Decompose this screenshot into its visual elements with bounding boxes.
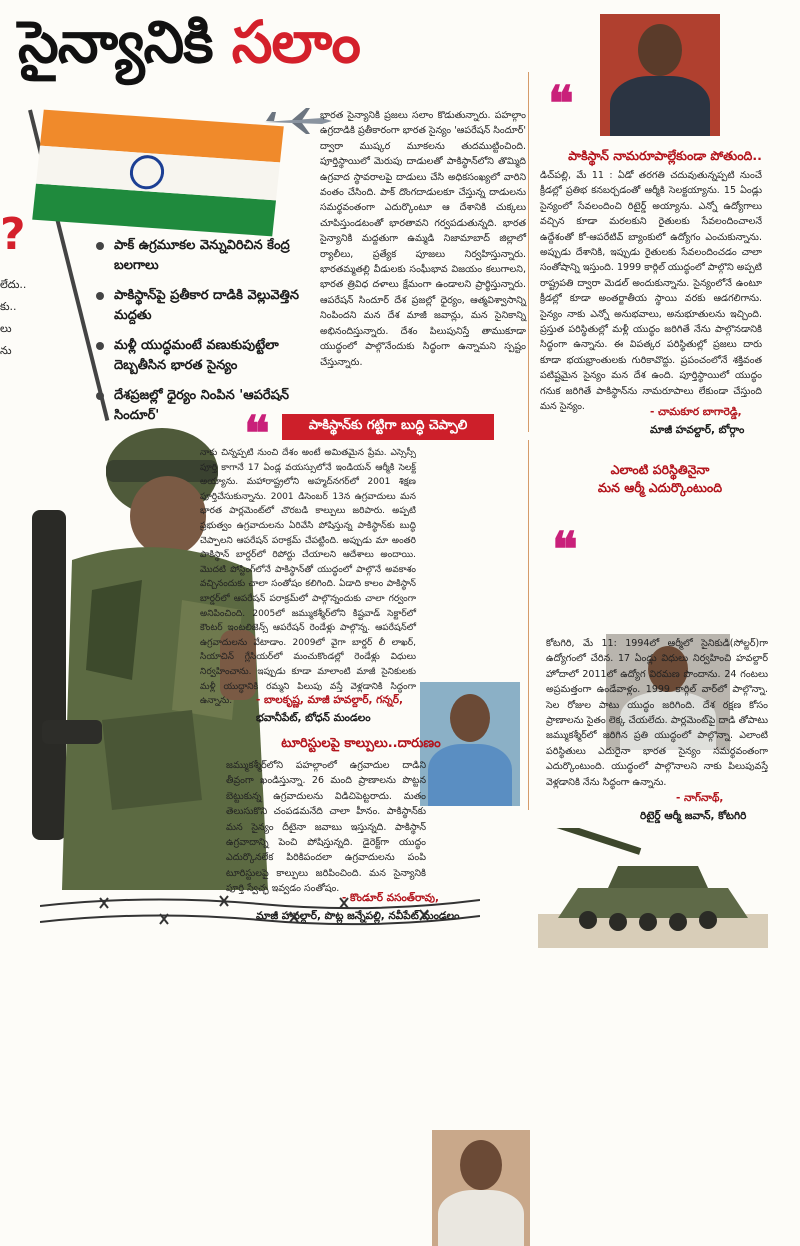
right-top-body: డిచ్‌పల్లి, మే 11 : ఏడో తరగతి చదువుతున్నప్పటి నుంచే క్రీడల్లో ప్రతిభ కనబర్చడంతో ఆర్మీకి సెలక్టయ్యాను. 15 ఏండ్లు సైన్యంలో సేవలందించి రిటైర్డ్ అయ్యాను. ఎన్నో ఉద్యోగాలు వచ్చిన కూడా మరలకుని రైతులకు సేవలందించాలనే ఉద్దేశంతో కో-ఆపరేటివ్ బ్యాంకులో ఉద్యోగం ఎంచుకున్నాను. అప్పుడు దేశానికి, ఇప్పుడు రైతులకు సేవలందించడం చాలా సంతోషాన్ని ఇస్తుంది. 1999 కార్గిల్ యుద్ధంలో పాల్గొని అప్పటి రాష్ట్రపతి ద్వారా మెడల్ అందుకున్నాను. సైన్యంలోనే ఉంటూ క్రీడల్లో కూడా అంతర్జాతీయ స్థాయి వరకు ఆడగలిగాను. సైన్యం నాకు ఎన్నో అనుభవాలు, అనుభూతులను ఇచ్చింది. ప్రస్తుత పరిస్థితుల్లో మళ్లీ యుద్ధం జరిగితే నేను పాల్గొనడానికి సిద్ధంగా ఉన్నాను. ఈ విపత్కర పరిస్థితుల్లో ప్రజలు దారు కూడా భయభ్రాంతులకు గురికావొద్దు. ప్రపంచంలోనే శక్తివంత పటిష్టమైన సైన్యం మన దేశ ఉంది. పూర్తిస్థాయిలో యుద్ధం గనుక జరిగితే పాకిస్థాన్‌ను నామరూపాలు లేకుండా చేస్తుంది మన సైన్యం. bbox=[540, 170, 762, 413]
quote-icon: ❝ bbox=[552, 522, 578, 578]
edge-line: లు bbox=[0, 322, 12, 335]
center-box-body-top: నాకు చిన్నప్పటి నుంచి దేశం అంటే అమితమైన ప్రేమ. ఎస్సెస్సీ పూర్తి కాగానే 17 ఏండ్ల వయస్సులోనే ఇండియన్ ఆర్మీకి సెలక్ట్ అయ్యాను. మహారాష్ట్రలోని అహ్మద్‌నగర్‌లో 2001 శిక్షణ పూర్తిచేసుకున్నాను. 2001 డిసెంబర్ 13న ఉగ్రవాదులు మన భారత పార్లమెంట్‌లో చొరబడి కాల్పులు జరిపారు. అప్పటి ప్రభుత్వం ఉగ్రవాదులను ఏరివేసి పోషిస్తున్న పాకిస్థాన్‌కు బుద్ధి చెప్పాలని ఆపరేషన్ పరాక్రమ్ చేపట్టింది. అప్పుడు మా అంతరి పాకిస్థాన్ బార్డర్‌లో రిపోర్టు చేయాలని ఆదేశాలు అందాయి. మొదటి పోస్టింగ్‌లోనే పాకిస్థాన్‌తో యుద్ధంలో పాల్గొనే అవకాశం వచ్చినందుకు చాలా సంతోషం కలిగింది. ఏడాది కాలం పాకిస్థాన్ బార్డర్‌లో ఆపరేషన్ పరాక్రమ్‌లో పాల్గొన్నందుకు చాలా గర్వంగా అనిపించింది. 2005లో జమ్ముకశ్మీర్‌లోని కిష్టవాడ్ సెక్టార్‌లో కౌంటర్ ఇంటలిజెన్స్ ఆపరేషన్ రెండేళ్లు పాల్గొన్న. ఆపరేషన్‌లో ఉగ్రవాదులను వేటాడాం. 2009లో వైగా బార్డర్ లీ లాఖర్, సియాచిన్ గ్లేసియర్‌లో మంచుకొండల్లో రెండేళ్లు విధులు నిర్వహించాను. ఇప్పుడు కూడా మాలాంటి మాజీ సైనికులకు మళ్లీ యుద్ధానికి రమ్మని పిలుపు వస్తే వెళ్లడానికి సిద్ధంగా ఉన్నాను. bbox=[200, 448, 416, 707]
center-box-title: పాకిస్థాన్‌కు గట్టిగా బుద్ధి చెప్పాలి bbox=[282, 414, 494, 440]
headline-part1: సైన్యానికి bbox=[18, 8, 213, 76]
portrait-photo bbox=[432, 1130, 530, 1246]
highlight-item: పాకిస్థాన్‌పై ప్రతీకార దాడికి వెల్లువెత్తిన మద్దతు bbox=[96, 286, 310, 326]
right-top-byline-title: మాజీ హవల్దార్, బోర్గాం bbox=[650, 424, 745, 436]
headline-part2: సలాం bbox=[231, 8, 360, 76]
bottom-box-title: టూరిస్టులపై కాల్పులు..దారుణం bbox=[281, 736, 441, 751]
bottom-box-body: జమ్ముకశ్మీర్‌లోని పహల్గాంలో ఉగ్రవాదుల దాడిని తీవ్రంగా ఖండిస్తున్నా. 26 మంది ప్రాణాలను పొట్టన బెట్టుకున్న ఉగ్రవాదులను విడిచిపెట్టరాదు. మతం తెలుసుకొని చంపడమనేది చాలా హీనం. పాకిస్థాన్‌కు మన సైన్యం దీటైనా జవాబు ఇస్తున్నది. పాకిస్థాన్ ఉగ్రవాదాన్ని పెంచి పోషిస్తున్నది. డైరెక్ట్‌గా యుద్ధం ఎదుర్కొనలేక పిరికిపందలా ఉగ్రవాదులను పంపి టూరిస్టులపై కాల్పులు జరిపించింది. మన సైన్యానికి పూర్తి స్వేచ్ఛ ఇవ్వడం సంతోషం. bbox=[226, 760, 426, 895]
main-article: భారత సైన్యానికి ప్రజలు సలాం కొడుతున్నారు. పహల్గాం ఉగ్రదాడికి ప్రతీకారంగా భారత సైన్యం 'ఆపరేషన్ సిందూర్' ద్వారా ముష్కర మూకలను తుదముట్టించింది. పూర్తిస్థాయిలో మెరుపు దాడులతో పాకిస్థాన్‌లోని తొమ్మిది ఉగ్రవాద స్థావరాలపై దాడులు చేసి అధికసంఖ్యలో వారిని వంతం చేసింది. పాక్ దొంగదాడులకూ చేస్తున్న దాడులను సమర్థవంతంగా ఎదుర్కొంటూ ఆ దేశానికి చుక్కలు చూపిస్తుండటంతో భారతావని గర్వపడుతున్నది. భారత సైన్యానికి మద్దతుగా ఉమ్మడి నిజామాబాద్ జిల్లాలో ర్యాలీలు, ప్రత్యేక పూజలు నిర్వహిస్తున్నారు. భారతమ్మతల్లి వీడులకు సంఘీభావ విజయం కలుగాలని, భారత త్రివిధ దళాలు క్షేమంగా ఉండాలని ప్రార్థిస్తున్నారు. ఆపరేషన్ సిందూర్ దేశ ప్రజల్లో ధైర్యం, ఆత్మవిశ్వాసాన్ని నింపిందని మన దేశ మాజీ జవాన్లు, మన సైనికాన్ని అభినందిస్తున్నారు. దేశం పిలుపునిస్తే తాముకూడా యుద్ధంలో పాల్గొనేందుకు సిద్ధంగా ఉన్నామని స్పష్టం చేస్తున్నారు. bbox=[320, 110, 526, 368]
highlight-item: దేశప్రజల్లో ధైర్యం నింపిన 'ఆపరేషన్ సిందూర్' bbox=[96, 386, 310, 426]
edge-line: ను bbox=[0, 344, 12, 357]
right-top-byline-name: - చామకూర బాగారెడ్డి, bbox=[650, 406, 742, 418]
page-headline bbox=[18, 6, 360, 78]
tank-icon bbox=[538, 828, 768, 948]
center-box-byline-title: భవానీపేట్, బోధన్ మండలం bbox=[256, 712, 371, 724]
highlight-item: మళ్లీ యుద్ధమంటే వణుకుపుట్టేలా దెబ్బతీసిన భారత సైన్యం bbox=[96, 336, 310, 376]
highlight-item: పాక్ ఉగ్రమూకల వెన్నువిరిచిన కేంద్ర బలగాలు bbox=[96, 236, 310, 276]
highlights-list bbox=[96, 236, 310, 436]
right-top-title: పాకిస్థాన్ నామరూపాల్లేకుండా పోతుంది.. bbox=[568, 148, 762, 163]
right-mid-byline-title: రిటైర్డ్ ఆర్మీ జవాన్, కోటగిరి bbox=[640, 810, 747, 822]
right-mid-title1: ఎలాంటి పరిస్థితినైనా bbox=[610, 462, 710, 477]
barbed-wire bbox=[40, 888, 480, 938]
edge-line: కు.. bbox=[0, 300, 17, 313]
quote-icon: ❝ bbox=[244, 406, 270, 462]
divider bbox=[528, 72, 529, 432]
flag-icon bbox=[32, 110, 284, 237]
portrait-photo bbox=[600, 14, 720, 136]
bottom-box-byline-title: మాజీ హవల్దార్, పొట్ల జన్నేపల్లి, నవీపేట్ మండలం bbox=[256, 910, 460, 922]
right-mid-title2: మన ఆర్మీ ఎదుర్కొంటుంది bbox=[597, 480, 723, 495]
question-mark: ? bbox=[0, 209, 26, 260]
right-mid-body: కోటగిరి, మే 11: 1994లో ఆర్మీలో సైనికుడి(సోల్జర్)గా ఉద్యోగంలో చేరిన. 17 ఏండ్లు విధులు నిర్వహించి హవల్దార్ హోదాలో 2011లో ఉద్యోగ విరమణ పొందాను. 24 గంటలు అప్రమత్తంగా ఉండేవాళ్లం. 1999 కార్గిల్ వార్‌లో పాల్గొన్నా. సెల రోజుల పాటు యుద్ధం జరిగింది. దేశ రక్షణ కోసం ప్రాణాలను సైతం లెక్క చేయలేదు. పార్లమెంట్‌పై దాడి తోపాటు జమ్ముకశ్మీర్‌లో జరిగిన ప్రతి యుద్ధంలో పాల్గొన్నా. ఎలాంటి పరిస్థితులు ఎదురైనా భారత సైన్యం సమర్థవంతంగా ఎదుర్కొంటుంది. యుద్ధంలో పాల్గొనాలని నాకు పిలుపువస్తే వెళ్లడానికి నేను సిద్ధంగా ఉన్నాను. bbox=[546, 638, 768, 788]
left-edge-fragments bbox=[0, 210, 30, 570]
center-box-byline-name: - బాలకృష్ణ, మాజీ హవల్దార్, గన్నర్, bbox=[256, 694, 404, 706]
divider bbox=[528, 440, 529, 810]
right-mid-byline-name: - నాగ్‌నాథ్, bbox=[676, 792, 724, 804]
bottom-box-byline-name: - కొండూర్ వసంత్‌రావు, bbox=[342, 892, 439, 904]
edge-line: లేదు.. bbox=[0, 278, 27, 291]
quote-icon: ❝ bbox=[548, 76, 574, 132]
